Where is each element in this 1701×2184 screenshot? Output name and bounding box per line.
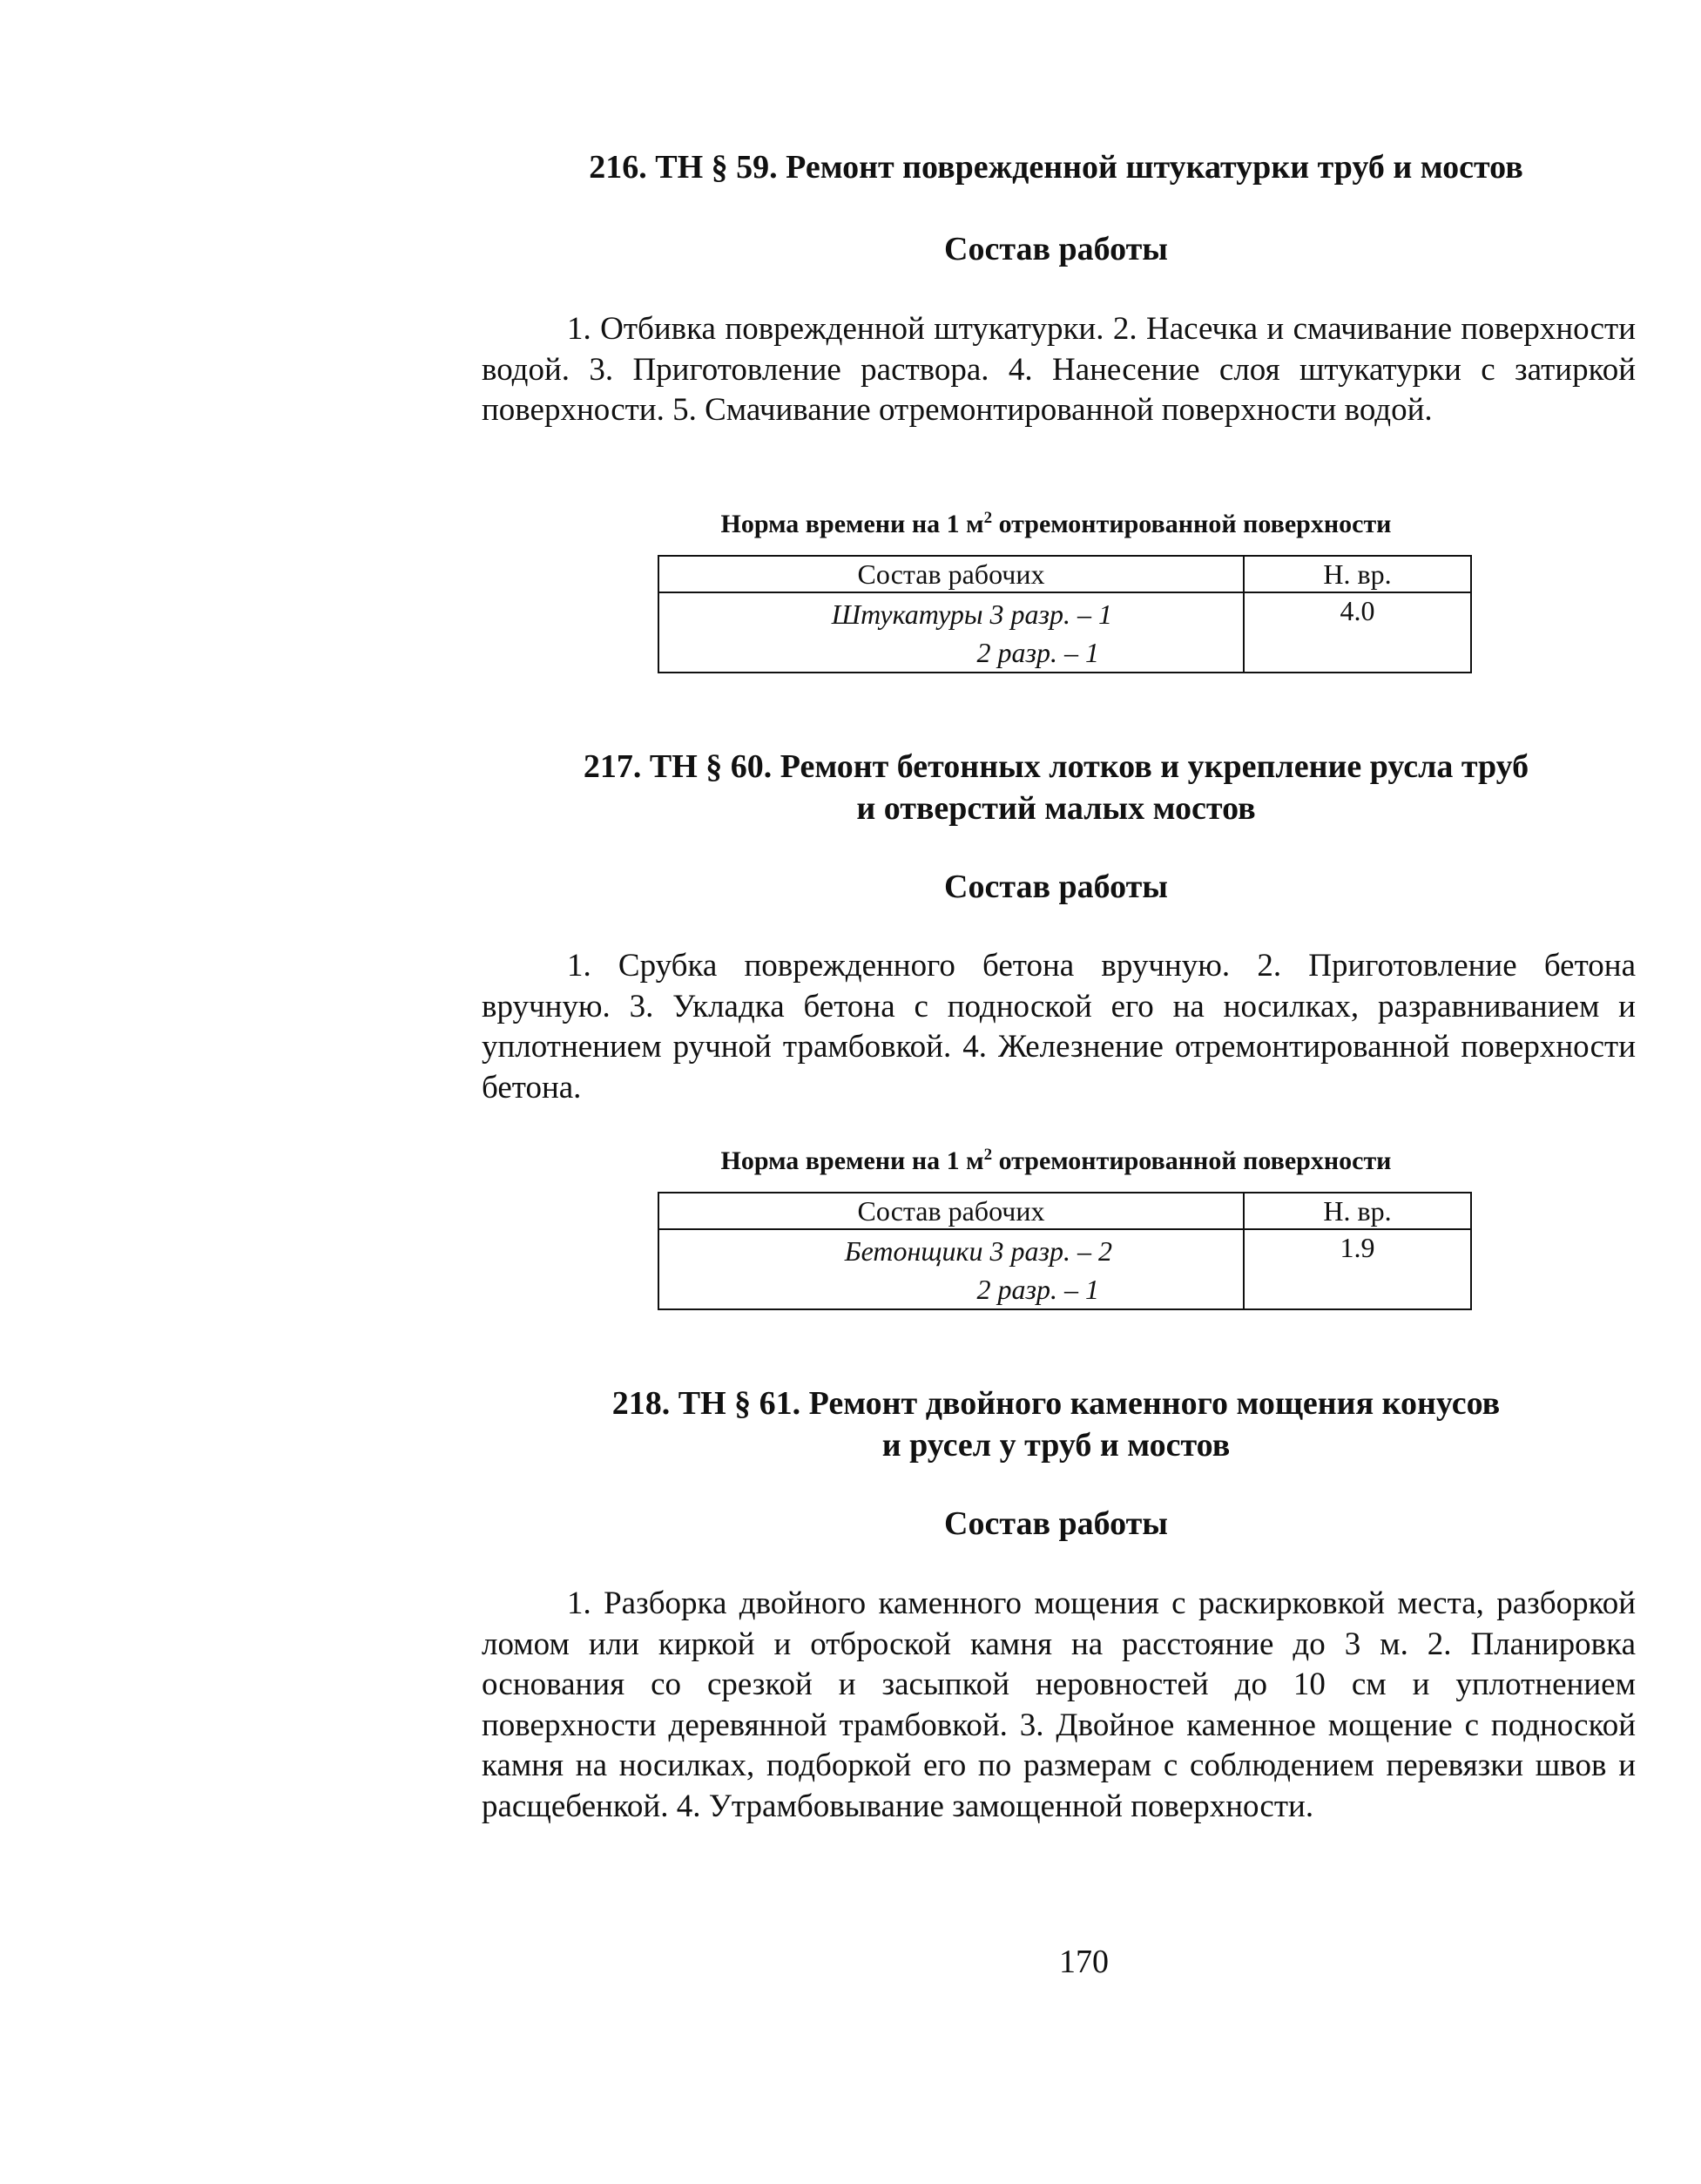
norm-value-cell: 1.9 [1244, 1229, 1471, 1309]
table-row [658, 592, 1471, 673]
section-217-norm-table [658, 1192, 1472, 1310]
section-216-caption-tail: отремонтированной поверхности [992, 510, 1392, 538]
norm-value-cell: 4.0 [1244, 592, 1471, 673]
col-workers-header: Состав рабочих [658, 1193, 1244, 1229]
workers-list [659, 593, 1243, 672]
workers-list [659, 1230, 1243, 1308]
section-216-subtitle: Состав работы [944, 231, 1168, 267]
section-217-title-line-2: и отверстий малых мостов [856, 790, 1256, 827]
section-217-caption-main: Норма времени на 1 м [720, 1146, 984, 1175]
col-workers-header: Состав рабочих [658, 556, 1244, 592]
table-header-row [658, 556, 1471, 592]
worker-line-1: Штукатуры 3 разр. – 1 [831, 598, 1112, 630]
section-217-table-caption [470, 1146, 1642, 1177]
worker-line-2: 2 разр. – 1 [976, 1274, 1099, 1305]
section-218-subtitle: Состав работы [944, 1505, 1168, 1542]
section-216-caption-sup: 2 [983, 509, 993, 527]
section-217-subtitle: Состав работы [944, 869, 1168, 905]
section-216-caption-main: Норма времени на 1 м [720, 510, 984, 538]
section-216-title [470, 146, 1642, 188]
section-218-paragraph: 1. Разборка двойного каменного мощения с раскирковкой места, разборкой ломом или киркой и отброской камня на расстояние до 3 м. 2. Планировка основания со срезкой и засыпкой неровностей до 10 см и уплотнением поверхности деревянной трамбовкой. 3. Двойное каменное мощение с подноской камня на носилках, подборкой его по размерам с соблюдением перевязки швов и расщебенкой. 4. Утрамбовывание замощенной поверхности. [482, 1586, 1636, 1824]
worker-line-1: Бетонщики 3 разр. – 2 [844, 1235, 1112, 1267]
section-218-title-line-1: 218. ТН § 61. Ремонт двойного каменного мощения конусов [611, 1385, 1501, 1422]
section-217-paragraph: 1. Срубка поврежденного бетона вручную. 2. Приготовление бетона вручную. 3. Укладка бетона с подноской его на носилках, разравниванием и уплотнением ручной трамбовкой. 4. Железнение отремонтированной поверхности бетона. [482, 948, 1636, 1106]
section-218-title [470, 1383, 1642, 1466]
col-norm-header: Н. вр. [1244, 556, 1471, 592]
table-header-row [658, 1193, 1471, 1229]
section-218-title-line-2: и русел у труб и мостов [881, 1427, 1231, 1464]
section-216-norm-table [658, 555, 1472, 673]
section-217-caption-sup: 2 [983, 1146, 993, 1164]
section-217-title [470, 746, 1642, 829]
section-217-caption-tail: отремонтированной поверхности [992, 1146, 1392, 1175]
workers-cell [658, 592, 1244, 673]
workers-cell [658, 1229, 1244, 1309]
section-216-title-line-1: 216. ТН § 59. Ремонт поврежденной штукатурки труб и мостов [589, 149, 1523, 186]
worker-line-2: 2 разр. – 1 [976, 637, 1099, 668]
section-217-title-line-1: 217. ТН § 60. Ремонт бетонных лотков и укрепление русла труб [583, 748, 1529, 785]
section-216-table-caption [470, 509, 1642, 540]
section-216-paragraph: 1. Отбивка поврежденной штукатурки. 2. Насечка и смачивание поверхности водой. 3. Приготовление раствора. 4. Нанесение слоя штукатурки с затиркой поверхности. 5. Смачивание отремонтированной поверхности водой. [482, 311, 1636, 428]
table-row [658, 1229, 1471, 1309]
col-norm-header: Н. вр. [1244, 1193, 1471, 1229]
page-number: 170 [1059, 1944, 1109, 1980]
